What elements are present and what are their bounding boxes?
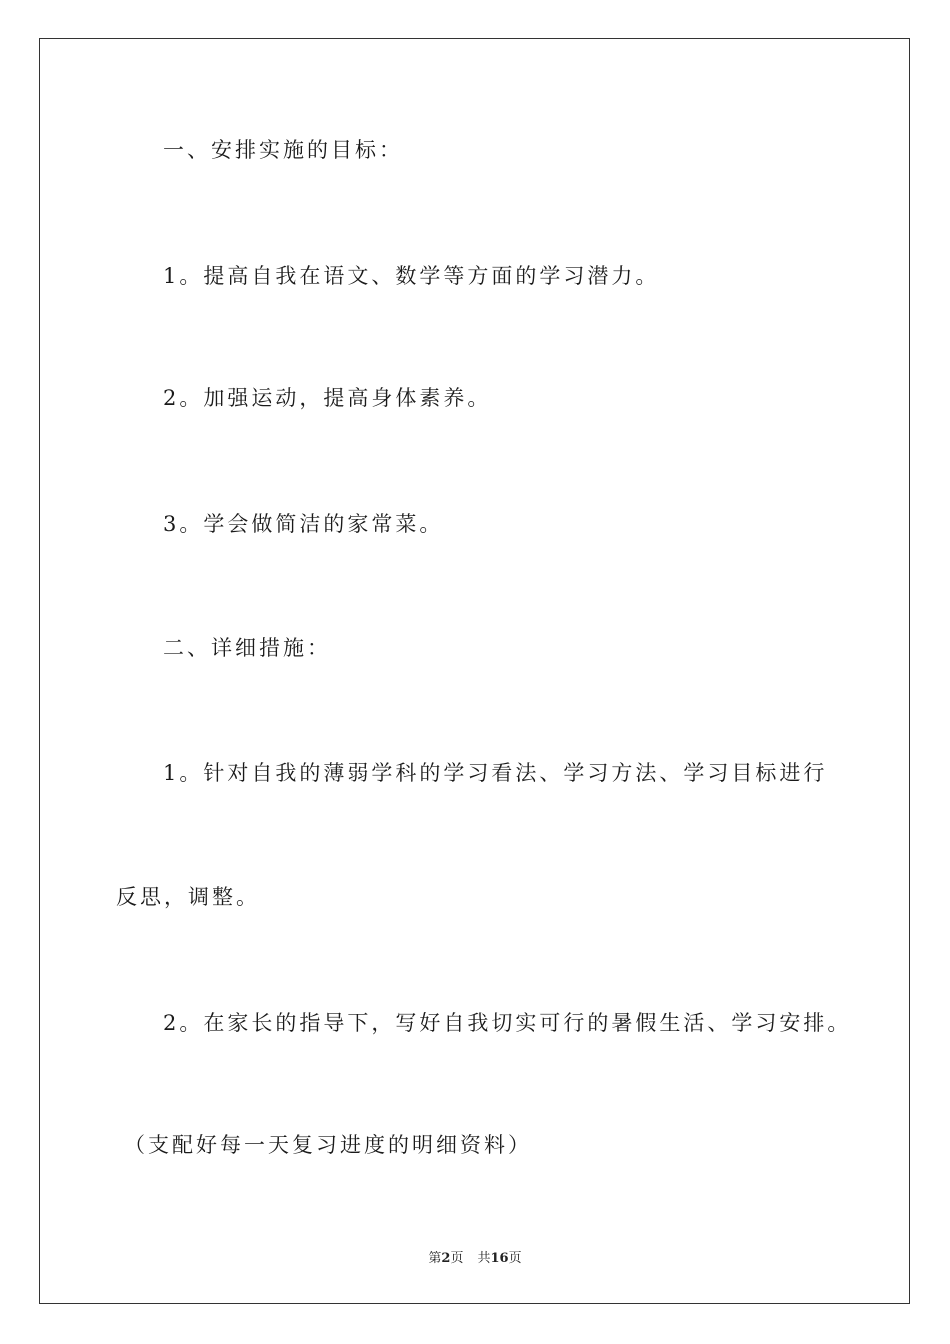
measure-item-1: 1。针对自我的薄弱学科的学习看法、学习方法、学习目标进行 (163, 761, 828, 785)
measure-item-1-continuation: 反思，调整。 (116, 885, 260, 909)
footer-total-suffix: 页 (508, 1251, 522, 1266)
goal-item-3: 3。学会做简洁的家常菜。 (163, 512, 444, 536)
measure-item-2-note: （支配好每一天复习进度的明细资料） (124, 1133, 532, 1157)
footer-page-prefix: 第 (428, 1251, 442, 1266)
goal-item-1: 1。提高自我在语文、数学等方面的学习潜力。 (163, 264, 660, 288)
measure-item-2: 2。在家长的指导下，写好自我切实可行的暑假生活、学习安排。 (163, 1011, 852, 1035)
footer-total-number: 16 (490, 1251, 509, 1266)
section-heading-measures: 二、详细措施： (163, 636, 331, 660)
goal-item-2: 2。加强运动，提高身体素养。 (163, 386, 492, 410)
page-border (39, 38, 910, 1304)
footer-page-number: 2 (441, 1251, 451, 1266)
footer-total-prefix: 共 (477, 1251, 491, 1266)
page-footer (0, 1247, 950, 1266)
footer-page-suffix: 页 (450, 1251, 464, 1266)
section-heading-goals: 一、安排实施的目标： (163, 138, 403, 162)
